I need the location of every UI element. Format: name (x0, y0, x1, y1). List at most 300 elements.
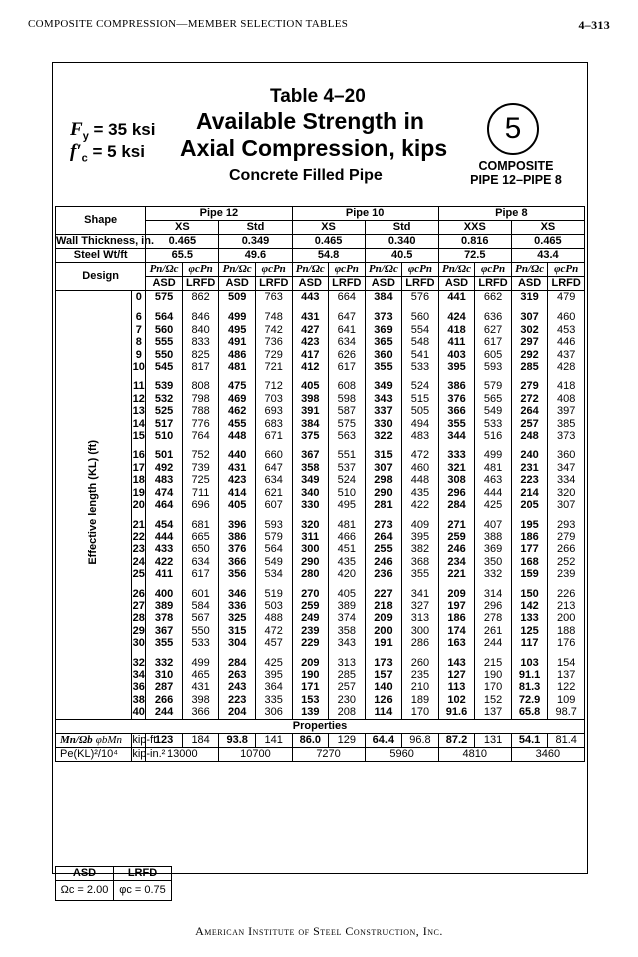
table-cell: 711 (191, 486, 210, 499)
value-column (402, 291, 439, 720)
lrfd-header: LRFD (475, 277, 512, 291)
value-column (182, 291, 219, 720)
table-cell: 516 (483, 430, 503, 443)
table-cell: 246 (447, 543, 466, 556)
table-cell: 171 (301, 681, 320, 694)
table-cell: 343 (337, 637, 357, 650)
table-cell: 510 (337, 486, 357, 499)
table-cell: 13 (132, 405, 145, 418)
table-cell: 319 (520, 291, 539, 303)
table-cell: 174 (447, 624, 466, 637)
table-cell: 788 (191, 405, 210, 418)
wall-thickness: 0.340 (365, 235, 438, 249)
table-cell: 65.8 (518, 706, 541, 719)
table-cell: 576 (410, 291, 430, 303)
table-cell: 386 (227, 530, 247, 543)
table-cell: 499 (191, 656, 210, 669)
group-pipe12: Pipe 12 (146, 207, 292, 221)
steel-weight: 65.5 (146, 249, 219, 263)
table-cell: 170 (410, 706, 430, 719)
table-cell: 579 (483, 380, 503, 393)
table-cell: 266 (154, 693, 174, 706)
table-cell: 17 (132, 461, 145, 474)
phi-pn-header: φcPn (475, 263, 512, 277)
table-cell: 369 (374, 323, 393, 336)
table-cell: 665 (191, 530, 210, 543)
table-cell: 127 (447, 668, 466, 681)
table-cell: 26 (132, 587, 145, 600)
table-cell: 10 (132, 361, 145, 374)
table-cell: 465 (191, 668, 210, 681)
table-cell: 310 (154, 668, 174, 681)
table-cell: 327 (410, 599, 430, 612)
table-cell: 122 (557, 681, 576, 694)
table-cell: 454 (154, 518, 174, 531)
sub-header: XS (146, 221, 219, 235)
lrfd-header: LRFD (548, 277, 585, 291)
table-cell: 356 (227, 568, 247, 581)
table-cell: 186 (520, 530, 539, 543)
table-subtitle: Concrete Filled Pipe (229, 167, 383, 184)
table-cell: 200 (374, 624, 393, 637)
table-cell: 385 (557, 417, 576, 430)
table-cell: 125 (520, 624, 539, 637)
running-head-title: COMPOSITE COMPRESSION—MEMBER SELECTION TABLES (28, 18, 349, 30)
table-cell: 264 (520, 405, 539, 418)
table-cell: 214 (520, 486, 539, 499)
table-cell: 38 (132, 693, 145, 706)
table-cell: 846 (191, 311, 210, 324)
table-cell: 7 (135, 323, 142, 336)
lrfd-header: LRFD (329, 277, 366, 291)
table-cell: 373 (374, 311, 393, 324)
phi-pn-header: φcPn (402, 263, 439, 277)
table-cell: 286 (410, 637, 430, 650)
shape-header: Shape (56, 207, 146, 235)
table-cell: 397 (557, 405, 576, 418)
table-cell: 457 (264, 637, 283, 650)
table-cell: 626 (337, 348, 357, 361)
table-cell: 517 (154, 417, 174, 430)
table-cell: 593 (483, 361, 503, 374)
table-cell: 466 (337, 530, 357, 543)
table-cell: 102 (447, 693, 466, 706)
pe-unit: kip-in.² (132, 747, 166, 760)
table-cell: 14 (132, 417, 145, 430)
table-cell: 298 (374, 474, 393, 487)
table-cell: 411 (155, 568, 173, 581)
table-cell: 27 (132, 599, 145, 612)
table-cell: 481 (337, 518, 357, 531)
table-cell: 300 (301, 543, 320, 556)
table-cell: 503 (264, 599, 283, 612)
table-cell: 440 (227, 449, 247, 462)
table-cell: 425 (483, 499, 503, 512)
table-cell: 491 (227, 336, 247, 349)
table-cell: 462 (227, 405, 247, 418)
table-cell: 549 (264, 555, 283, 568)
table-cell: 355 (154, 637, 174, 650)
table-cell: 285 (337, 668, 357, 681)
value-column (475, 291, 512, 720)
table-cell: 153 (301, 693, 320, 706)
table-cell: 334 (557, 474, 576, 487)
mn-value: 93.8 (219, 733, 256, 747)
table-cell: 384 (374, 291, 393, 303)
table-cell: 545 (154, 361, 174, 374)
table-cell: 297 (520, 336, 539, 349)
pe-label: Pe(KL)²/10⁴ (56, 747, 132, 761)
table-cell: 177 (520, 543, 539, 556)
table-cell: 551 (337, 449, 357, 462)
table-cell: 366 (447, 405, 466, 418)
table-cell: 389 (154, 599, 174, 612)
mn-value: 131 (475, 733, 512, 747)
table-cell: 72.9 (518, 693, 541, 706)
table-cell: 412 (301, 361, 320, 374)
table-cell: 279 (520, 380, 539, 393)
table-cell: 143 (447, 656, 466, 669)
table-cell: 494 (410, 417, 430, 430)
table-cell: 341 (410, 587, 430, 600)
mn-value: 129 (329, 733, 366, 747)
table-cell: 259 (301, 599, 320, 612)
table-cell: 260 (410, 656, 430, 669)
table-cell: 170 (483, 681, 503, 694)
table-cell: 725 (191, 474, 210, 487)
table-cell: 307 (520, 311, 539, 324)
table-cell: 617 (337, 361, 357, 374)
mn-value: 86.0 (292, 733, 329, 747)
table-cell: 197 (447, 599, 466, 612)
mn-value: 54.1 (511, 733, 548, 747)
table-cell: 19 (132, 486, 145, 499)
table-cell: 560 (154, 323, 174, 336)
table-cell: 400 (154, 587, 174, 600)
table-cell: 395 (264, 668, 283, 681)
pn-omega-header: Pn/Ωc (146, 263, 183, 277)
table-cell: 239 (301, 624, 320, 637)
table-cell: 549 (483, 405, 503, 418)
table-cell: 417 (301, 348, 320, 361)
table-cell: 154 (557, 656, 576, 669)
design-legend (55, 866, 172, 901)
table-cell: 798 (191, 392, 210, 405)
table-cell: 280 (301, 568, 320, 581)
page-number: 4–313 (578, 18, 610, 32)
table-cell: 336 (227, 599, 247, 612)
table-cell: 360 (557, 449, 576, 462)
table-cell: 398 (191, 693, 210, 706)
table-cell: 252 (557, 555, 576, 568)
table-cell: 337 (374, 405, 393, 418)
table-cell: 474 (154, 486, 174, 499)
table-cell: 375 (301, 430, 320, 443)
table-cell: 109 (557, 693, 576, 706)
table-cell: 389 (337, 599, 357, 612)
table-cell: 259 (447, 530, 466, 543)
table-cell: 173 (374, 656, 393, 669)
table-cell: 133 (520, 612, 539, 625)
table-cell: 721 (264, 361, 283, 374)
mn-label: Mn/Ωb φbMn (56, 733, 132, 747)
table-cell: 425 (264, 656, 283, 669)
table-cell: 579 (264, 530, 283, 543)
table-cell: 190 (301, 668, 320, 681)
table-cell: 564 (154, 311, 174, 324)
table-cell: 355 (410, 568, 430, 581)
table-cell: 403 (447, 348, 466, 361)
table-cell: 464 (154, 499, 174, 512)
table-cell: 190 (483, 668, 503, 681)
table-cell: 376 (227, 543, 247, 556)
table-cell: 284 (227, 656, 247, 669)
composite-label: COMPOSITE PIPE 12–PIPE 8 (470, 159, 562, 187)
table-cell: 257 (520, 417, 539, 430)
table-cell: 349 (374, 380, 393, 393)
table-cell: 22 (132, 530, 145, 543)
table-cell: 209 (447, 587, 466, 600)
table-cell: 492 (154, 461, 174, 474)
table-cell: 20 (132, 499, 145, 512)
table-cell: 833 (191, 336, 210, 349)
table-cell: 519 (264, 587, 283, 600)
table-cell: 736 (264, 336, 283, 349)
phi-pn-header: φcPn (548, 263, 585, 277)
table-cell: 18 (132, 474, 145, 487)
table-cell: 564 (264, 543, 283, 556)
table-cell: 565 (483, 392, 503, 405)
table-cell: 355 (374, 361, 393, 374)
table-cell: 433 (154, 543, 174, 556)
table-cell: 325 (227, 612, 247, 625)
table-cell: 405 (337, 587, 357, 600)
table-cell: 817 (191, 361, 210, 374)
table-cell: 593 (264, 518, 283, 531)
pe-value: 10700 (219, 747, 292, 761)
table-cell: 0 (135, 291, 142, 303)
table-cell: 641 (337, 323, 357, 336)
table-cell: 358 (337, 624, 357, 637)
table-cell: 12 (132, 392, 145, 405)
table-cell: 270 (301, 587, 320, 600)
table-cell: 360 (374, 348, 393, 361)
value-column (548, 291, 585, 720)
table-cell: 444 (483, 486, 503, 499)
table-cell: 235 (410, 668, 430, 681)
table-cell: 32 (132, 656, 145, 669)
table-cell: 9 (135, 348, 142, 361)
table-cell: 752 (191, 449, 210, 462)
table-cell: 367 (301, 449, 320, 462)
table-cell: 374 (337, 612, 357, 625)
table-cell: 255 (374, 543, 393, 556)
asd-header: ASD (146, 277, 183, 291)
table-cell: 246 (374, 555, 393, 568)
table-cell: 6 (135, 311, 142, 324)
table-cell: 163 (447, 637, 466, 650)
table-cell: 486 (227, 348, 247, 361)
table-cell: 396 (227, 518, 247, 531)
table-cell: 533 (191, 637, 210, 650)
table-cell: 808 (191, 380, 210, 393)
table-cell: 683 (264, 417, 283, 430)
table-cell: 8 (135, 336, 142, 349)
table-cell: 307 (557, 499, 576, 512)
table-cell: 367 (154, 624, 174, 637)
table-cell: 296 (447, 486, 466, 499)
table-cell: 278 (483, 612, 503, 625)
table-cell: 350 (483, 555, 503, 568)
table-cell: 627 (483, 323, 503, 336)
asd-header: ASD (292, 277, 329, 291)
table-cell: 693 (264, 405, 283, 418)
table-cell: 349 (301, 474, 320, 487)
table-cell: 617 (191, 568, 210, 581)
wall-thickness: 0.349 (219, 235, 292, 249)
value-column (329, 291, 366, 720)
pn-omega-header: Pn/Ωc (365, 263, 402, 277)
mn-unit: kip-ft (132, 733, 157, 746)
table-cell: 548 (410, 336, 430, 349)
mn-value: 64.4 (365, 733, 402, 747)
table-cell: 395 (447, 361, 466, 374)
group-pipe10: Pipe 10 (292, 207, 438, 221)
table-cell: 24 (132, 555, 145, 568)
table-cell: 332 (483, 568, 503, 581)
table-cell: 234 (447, 555, 466, 568)
table-cell: 231 (520, 461, 539, 474)
table-cell: 475 (227, 380, 247, 393)
kl-column (132, 291, 146, 720)
table-cell: 139 (301, 706, 320, 719)
table-cell: 671 (264, 430, 283, 443)
table-cell: 249 (301, 612, 320, 625)
strength-table (55, 206, 585, 762)
table-cell: 448 (227, 430, 247, 443)
table-cell: 98.7 (555, 706, 577, 719)
lrfd-header: LRFD (255, 277, 292, 291)
table-cell: 287 (154, 681, 174, 694)
table-cell: 284 (447, 499, 466, 512)
table-cell: 729 (264, 348, 283, 361)
table-cell: 451 (337, 543, 357, 556)
value-column (146, 291, 183, 720)
sub-header: Std (219, 221, 292, 235)
table-cell: 320 (301, 518, 320, 531)
table-cell: 205 (520, 499, 539, 512)
value-column (292, 291, 329, 720)
table-cell: 215 (483, 656, 503, 669)
wall-thickness: 0.816 (438, 235, 511, 249)
table-cell: 152 (483, 693, 503, 706)
table-cell: 320 (557, 486, 576, 499)
table-cell: 825 (191, 348, 210, 361)
legend-omega: Ωc = 2.00 (56, 881, 114, 901)
table-cell: 525 (154, 405, 174, 418)
table-cell: 376 (447, 392, 466, 405)
table-cell: 488 (264, 612, 283, 625)
table-cell: 479 (557, 291, 576, 303)
table-cell: 306 (264, 706, 283, 719)
table-cell: 636 (483, 311, 503, 324)
table-cell: 776 (191, 417, 210, 430)
table-cell: 191 (374, 637, 393, 650)
sub-header: Std (365, 221, 438, 235)
value-column (438, 291, 475, 720)
table-cell: 209 (374, 612, 393, 625)
table-cell: 423 (227, 474, 247, 487)
table-cell: 34 (132, 668, 145, 681)
table-cell: 712 (264, 380, 283, 393)
table-cell: 384 (301, 417, 320, 430)
table-cell: 446 (557, 336, 576, 349)
steel-weight: 54.8 (292, 249, 365, 263)
table-cell: 223 (520, 474, 539, 487)
table-cell: 30 (132, 637, 145, 650)
table-cell: 150 (520, 587, 539, 600)
table-title-line1: Available Strength in (196, 108, 424, 134)
legend-asd: ASD (56, 867, 114, 881)
group-pipe8: Pipe 8 (438, 207, 584, 221)
table-cell: 664 (337, 291, 357, 303)
table-cell: 302 (520, 323, 539, 336)
table-cell: 188 (557, 624, 576, 637)
table-cell: 431 (301, 311, 320, 324)
table-cell: 369 (483, 543, 503, 556)
table-cell: 29 (132, 624, 145, 637)
table-cell: 366 (227, 555, 247, 568)
table-cell: 617 (483, 336, 503, 349)
table-title-line2: Axial Compression, kips (180, 135, 448, 161)
table-cell: 204 (227, 706, 247, 719)
table-cell: 739 (191, 461, 210, 474)
mn-value: 87.2 (438, 733, 475, 747)
table-cell: 292 (520, 348, 539, 361)
table-cell: 333 (447, 449, 466, 462)
table-cell: 236 (374, 568, 393, 581)
table-cell: 346 (227, 587, 247, 600)
table-cell: 210 (410, 681, 430, 694)
table-cell: 159 (520, 568, 539, 581)
table-cell: 501 (154, 449, 174, 462)
table-cell: 293 (557, 518, 576, 531)
pn-omega-header: Pn/Ωc (219, 263, 256, 277)
mn-value: 184 (182, 733, 219, 747)
table-cell: 113 (447, 681, 466, 694)
publisher-footer: American Institute of Steel Construction, Inc. (195, 924, 443, 938)
pe-value: 3460 (511, 747, 584, 761)
table-cell: 378 (154, 612, 174, 625)
table-cell: 420 (337, 568, 357, 581)
table-cell: 763 (264, 291, 283, 303)
table-cell: 91.1 (518, 668, 541, 681)
table-cell: 279 (557, 530, 576, 543)
table-cell: 537 (337, 461, 357, 474)
table-cell: 550 (154, 348, 174, 361)
table-cell: 563 (337, 430, 357, 443)
table-cell: 313 (410, 612, 430, 625)
table-cell: 405 (227, 499, 247, 512)
table-cell: 223 (227, 693, 247, 706)
asd-header: ASD (365, 277, 402, 291)
steel-weight: 43.4 (511, 249, 584, 263)
table-cell: 634 (337, 336, 357, 349)
pn-omega-header: Pn/Ωc (511, 263, 548, 277)
asd-header: ASD (511, 277, 548, 291)
table-cell: 308 (447, 474, 466, 487)
table-cell: 307 (374, 461, 393, 474)
